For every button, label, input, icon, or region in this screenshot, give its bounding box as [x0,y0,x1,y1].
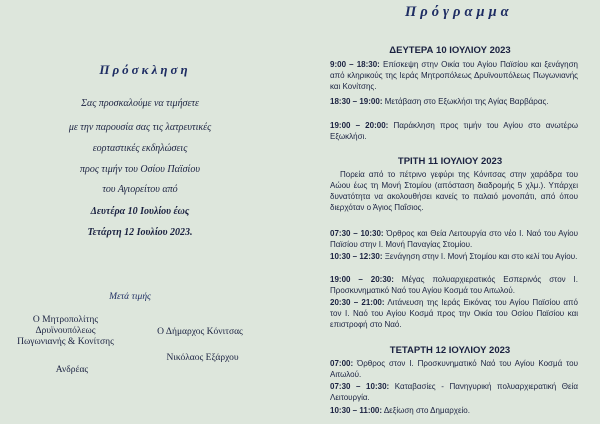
day2-item [330,228,578,250]
day3-item [330,381,578,403]
day2-item [330,251,578,262]
invitation-line: προς τιμήν του Οσίου Παϊσίου [80,164,200,175]
day2-intro: Πορεία από το πέτρινο γεφύρι της Κόνιτσας στην χαράδρα του Αώου έως τη Μονή Στομίου (απόσταση διαδρομής 5 χλμ.). Υπάρχει δυνατότητα να ακολουθήσει κανείς το παλαιό μονοπάτι, από όπου διερχόταν ο Άγιος Παΐσιος. [330,170,578,212]
item-time: 9:00 – 18:30: [330,60,380,69]
day1-item [330,96,578,107]
mayor-name: Νικόλαος Εξάρχου [166,353,239,363]
item-time: 07:00: [330,359,354,368]
item-time: 18:30 – 19:00: [330,97,383,106]
item-text: Καταβασίες - Πανηγυρική πολυαρχιερατική Θεία Λειτουργία. [330,382,578,402]
day3-item [330,358,578,380]
metropolitan-see: Πωγωνιανής & Κονίτσης [17,337,114,347]
day2-item [330,274,578,296]
item-time: 07:30 – 10:30: [330,382,390,391]
day1-item [330,120,578,142]
item-time: 19:00 – 20:00: [330,121,389,130]
item-text: Δεξίωση στο Δημαρχείο. [382,406,470,415]
item-text: Επίσκεψη στην Οικία του Αγίου Παϊσίου και ξενάγηση από κληρικούς της Ιεράς Μητροπόλεως Δρυϊνουπόλεως Πωγωνιανής και Κονίτσης. [330,60,579,91]
mayor-title: Ο Δήμαρχος Κόνιτσας [157,327,243,337]
item-text: Όρθρος και Θεία Λειτουργία στο νέο Ι. Ναό του Αγίου Παϊσίου στην Ι. Μονή Παναγίας Στομίου. [330,229,579,249]
item-text: Μέγας πολυαρχιερατικός Εσπερινός στον Ι. Προσκυνηματικό Ναό του Αγίου Κοσμά του Αιτωλού. [330,275,579,295]
item-time: 07:30 – 10:30: [330,229,384,238]
with-honor-text: Μετά τιμής [109,292,151,302]
invitation-line: Σας προσκαλούμε να τιμήσετε [81,98,199,109]
item-text: Όρθρος στον Ι. Προσκυνηματικό Ναό του Αγίου Κοσμά του Αιτωλού. [330,359,578,379]
item-time: 20:30 – 21:00: [330,298,385,307]
day3-item [330,405,578,416]
item-time: 19:00 – 20:30: [330,275,394,284]
metropolitan-title: Ο Μητροπολίτης [32,315,99,325]
item-time: 10:30 – 12:30: [330,252,383,261]
program-title: Πρόγραμμα [405,4,513,20]
invitation-line: του Αγιορείτου από [102,184,178,195]
invitation-title: Πρόσκληση [99,62,191,77]
day1-header: ΔΕΥΤΕΡΑ 10 ΙΟΥΛΙΟΥ 2023 [389,45,511,56]
item-time: 10:30 – 11:00: [330,406,383,415]
item-text: Μετάβαση στο Εξωκλήσι της Αγίας Βαρβάρας. [382,97,549,106]
day3-header: ΤΕΤΑΡΤΗ 12 ΙΟΥΛΙΟΥ 2023 [389,345,511,356]
item-text: Παράκληση προς τιμήν του Αγίου στο ανωτέρω Εξωκλήσι. [330,121,578,141]
metropolitan-signature [8,315,123,348]
day2-header: ΤΡΙΤΗ 11 ΙΟΥΛΙΟΥ 2023 [397,156,503,167]
day2-item [330,297,578,330]
day1-item [330,59,578,92]
metropolitan-name: Ανδρέας [55,365,89,375]
item-text: Ξενάγηση στην Ι. Μονή Στομίου και στο κελί του Αγίου. [382,252,578,261]
invitation-date-end: Τετάρτη 12 Ιουλίου 2023. [87,227,193,238]
invitation-line: εορταστικές εκδηλώσεις [92,143,188,154]
invitation-line: με την παρουσία σας τις λατρευτικές [68,122,212,133]
item-text: Λιτάνευση της Ιεράς Εικόνας του Αγίου Παϊσίου από τον Ι. Ναό του Αγίου Κοσμά προς την Οικία του Οσίου Παϊσίου και επιστροφή στο Ναό. [330,298,578,329]
invitation-date-start: Δευτέρα 10 Ιουλίου έως [90,206,190,217]
metropolitan-see: Δρυϊνουπόλεως [35,326,96,336]
